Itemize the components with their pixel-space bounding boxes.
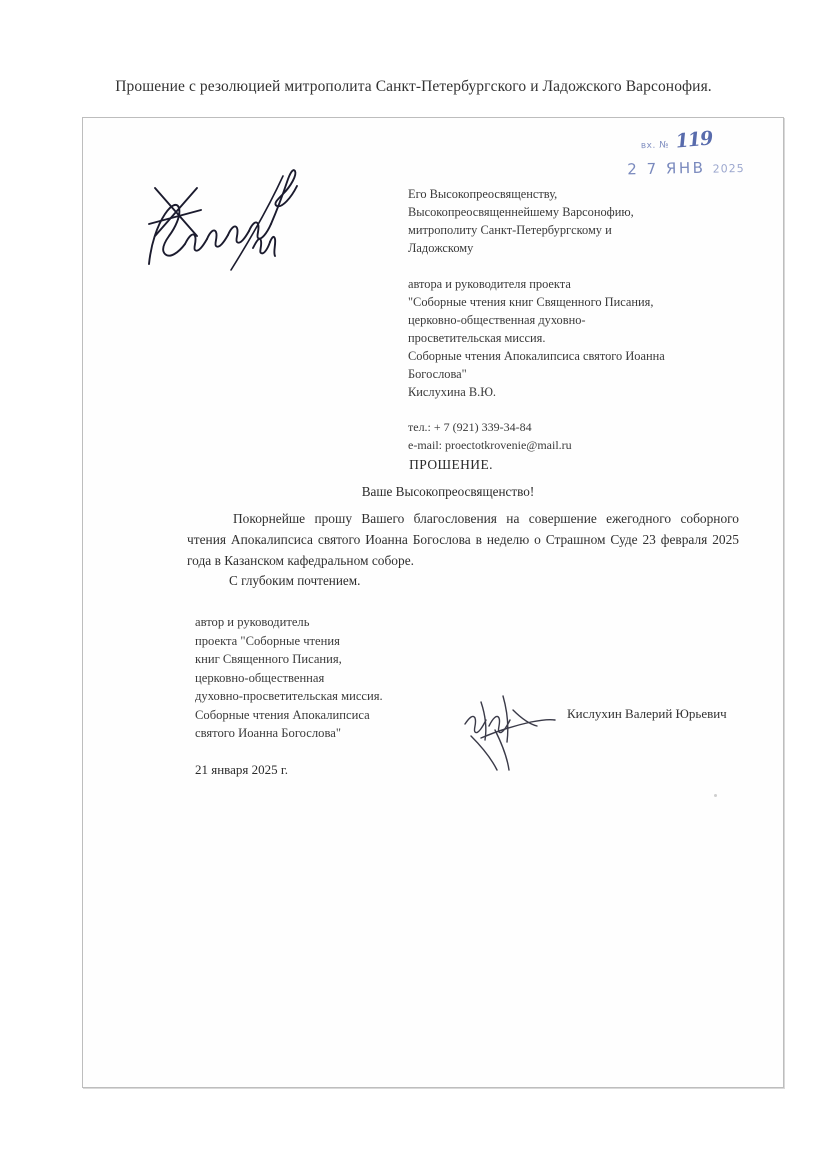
- email-line: e-mail: proectotkrovenie@mail.ru: [408, 438, 572, 453]
- addressee-line-4: Ладожскому: [408, 240, 474, 255]
- document-title: ПРОШЕНИЕ.: [409, 457, 493, 472]
- stamp-label: вх. №: [640, 140, 670, 152]
- signature-scribble-icon: [451, 680, 561, 772]
- page-caption: Прошение с резолюцией митрополита Санкт-Петербургского и Ладожского Варсонофия.: [115, 78, 712, 95]
- sheet-content: [83, 118, 783, 1087]
- resolution-signature-icon: [131, 140, 321, 280]
- handwritten-signature: [451, 680, 561, 772]
- sender-line-3: церковно-общественная духовно-: [408, 313, 586, 328]
- signature-line-7: святого Иоанна Богослова": [195, 726, 341, 740]
- signature-line-3: книг Священного Писания,: [195, 652, 342, 666]
- sender-line-5: Соборные чтения Апокалипсиса святого Иоанна: [408, 348, 665, 363]
- scan-artifact-speck: [714, 794, 717, 797]
- scanned-document-sheet: [82, 117, 784, 1088]
- signature-line-6: Соборные чтения Апокалипсиса: [195, 707, 370, 722]
- contact-details: [408, 419, 738, 455]
- incoming-mail-stamp: [627, 129, 758, 179]
- stamp-number-row: [627, 129, 757, 154]
- signature-line-1: автор и руководитель: [195, 615, 310, 629]
- addressee-line-3: митрополиту Санкт-Петербургскому и: [408, 222, 612, 237]
- sender-line-7: Кислухина В.Ю.: [408, 384, 497, 399]
- addressee-block: [408, 186, 738, 455]
- sender-line-2: "Соборные чтения книг Священного Писания,: [408, 295, 654, 310]
- signer-name: Кислухин Валерий Юрьевич: [567, 706, 727, 721]
- document-date: 21 января 2025 г.: [195, 762, 289, 777]
- stamp-date: 2 7 ЯНВ: [627, 158, 706, 179]
- body-paragraph: Покорнейше прошу Вашего благословения на совершение ежегодного соборного чтения Апокалипсиса святого Иоанна Богослова в неделю о Страшном Суде 23 февраля 2025 года в Казанском кафедральном соборе.: [187, 511, 739, 568]
- stamp-number: 119: [674, 127, 714, 153]
- signature-line-5: духовно-просветительская миссия.: [195, 689, 383, 703]
- sender-line-1: автора и руководителя проекта: [408, 277, 571, 292]
- sender-line-6: Богослова": [408, 366, 467, 381]
- phone-line: тел.: + 7 (921) 339-34-84: [408, 420, 532, 435]
- closing-line: С глубоким почтением.: [229, 573, 361, 588]
- stamp-date-row: [627, 158, 757, 179]
- signature-title-block: [195, 613, 445, 743]
- addressee-line-2: Высокопреосвященнейшему Варсонофию,: [408, 204, 634, 219]
- handwritten-resolution: [131, 140, 321, 280]
- signature-line-4: церковно-общественная: [195, 670, 325, 685]
- salutation: Ваше Высокопреосвященство!: [361, 484, 535, 499]
- stamp-year: 2025: [712, 161, 745, 176]
- addressee-line-1: Его Высокопреосвященству,: [408, 187, 558, 201]
- signature-line-2: проекта "Соборные чтения: [195, 633, 340, 648]
- sender-line-4: просветительская миссия.: [408, 331, 546, 346]
